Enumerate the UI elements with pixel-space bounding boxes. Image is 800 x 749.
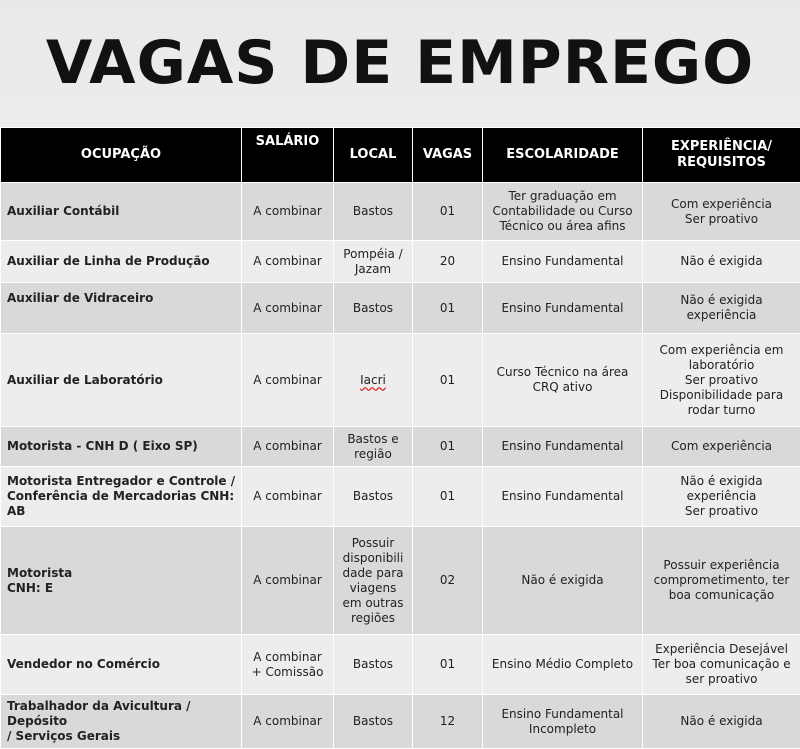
local-text: disponibili [339, 551, 407, 566]
escolaridade-text: Ensino Fundamental [488, 489, 637, 504]
cell-experiencia [643, 467, 800, 527]
experiencia-text: Não é exigida [648, 474, 795, 489]
local-text: viagens [339, 581, 407, 596]
table-row [1, 467, 800, 527]
experiencia-text: Ser proativo [648, 504, 795, 519]
experiencia-text: Ter boa comunicação e [648, 657, 795, 672]
ocupacao-text: CNH: E [7, 581, 236, 596]
cell-escolaridade [483, 283, 643, 334]
salario-text: A combinar [247, 650, 328, 665]
cell-ocupacao [1, 334, 242, 427]
vagas-text: 02 [418, 573, 477, 588]
salario-text: A combinar [247, 254, 328, 269]
cell-vagas [413, 427, 483, 467]
cell-salario [242, 695, 334, 749]
salario-text: A combinar [247, 204, 328, 219]
cell-local [334, 427, 413, 467]
table-header-row [1, 128, 800, 183]
vagas-text: 01 [418, 301, 477, 316]
experiencia-text: Com experiência em [648, 343, 795, 358]
cell-experiencia [643, 527, 800, 635]
salario-text: A combinar [247, 439, 328, 454]
cell-local [334, 527, 413, 635]
ocupacao-text: Motorista [7, 566, 236, 581]
ocupacao-text: Trabalhador da Avicultura / Depósito [7, 699, 236, 729]
experiencia-text: Não é exigida [648, 293, 795, 308]
experiencia-text: experiência [648, 489, 795, 504]
ocupacao-text: Conferência de Mercadorias CNH: AB [7, 489, 236, 519]
salario-text: A combinar [247, 373, 328, 388]
cell-local [334, 334, 413, 427]
vagas-text: 01 [418, 373, 477, 388]
cell-escolaridade [483, 183, 643, 241]
cell-vagas [413, 635, 483, 695]
cell-salario [242, 334, 334, 427]
page-title: VAGAS DE EMPREGO [0, 0, 800, 126]
vagas-text: 01 [418, 657, 477, 672]
cell-salario [242, 527, 334, 635]
experiencia-text: rodar turno [648, 403, 795, 418]
salario-text: A combinar [247, 714, 328, 729]
table-row [1, 183, 800, 241]
escolaridade-text: Ensino Médio Completo [488, 657, 637, 672]
cell-escolaridade [483, 527, 643, 635]
ocupacao-text: Auxiliar de Laboratório [7, 373, 236, 388]
local-text: região [339, 447, 407, 462]
header-experiencia [643, 128, 800, 183]
table-row [1, 427, 800, 467]
local-text: dade para [339, 566, 407, 581]
cell-experiencia [643, 427, 800, 467]
local-text: regiões [339, 611, 407, 626]
cell-local [334, 635, 413, 695]
vagas-text: 12 [418, 714, 477, 729]
ocupacao-text: Auxiliar de Linha de Produção [7, 254, 236, 269]
header-experiencia-line2: REQUISITOS [647, 155, 796, 171]
local-text: Iacri [339, 373, 407, 388]
cell-experiencia [643, 183, 800, 241]
experiencia-text: Não é exigida [648, 254, 795, 269]
cell-local [334, 283, 413, 334]
cell-ocupacao [1, 467, 242, 527]
cell-vagas [413, 467, 483, 527]
salario-text: + Comissão [247, 665, 328, 680]
cell-ocupacao [1, 283, 242, 334]
header-salario: SALÁRIO [242, 128, 334, 183]
local-text: Pompéia / [339, 247, 407, 262]
cell-vagas [413, 283, 483, 334]
ocupacao-text: Auxiliar Contábil [7, 204, 236, 219]
cell-salario [242, 283, 334, 334]
ocupacao-text: Motorista - CNH D ( Eixo SP) [7, 439, 236, 454]
cell-vagas [413, 334, 483, 427]
vagas-text: 20 [418, 254, 477, 269]
escolaridade-text: Ensino Fundamental [488, 707, 637, 722]
header-experiencia-line1: EXPERIÊNCIA/ [647, 139, 796, 155]
local-text: Possuir [339, 536, 407, 551]
vagas-text: 01 [418, 489, 477, 504]
table-row [1, 334, 800, 427]
cell-salario [242, 241, 334, 283]
table-row [1, 695, 800, 749]
cell-escolaridade [483, 427, 643, 467]
experiencia-text: Com experiência [648, 439, 795, 454]
ocupacao-text: Auxiliar de Vidraceiro [7, 291, 236, 306]
cell-salario [242, 427, 334, 467]
experiencia-text: Ser proativo [648, 212, 795, 227]
cell-escolaridade [483, 241, 643, 283]
header-ocupacao: OCUPAÇÃO [1, 128, 242, 183]
cell-vagas [413, 695, 483, 749]
experiencia-text: laboratório [648, 358, 795, 373]
cell-local [334, 695, 413, 749]
experiencia-text: Não é exigida [648, 714, 795, 729]
cell-experiencia [643, 695, 800, 749]
cell-vagas [413, 241, 483, 283]
escolaridade-text: CRQ ativo [488, 380, 637, 395]
experiencia-text: Disponibilidade para [648, 388, 795, 403]
cell-local [334, 241, 413, 283]
cell-ocupacao [1, 527, 242, 635]
experiencia-text: experiência [648, 308, 795, 323]
table-row [1, 283, 800, 334]
cell-experiencia [643, 334, 800, 427]
escolaridade-text: Ensino Fundamental [488, 254, 637, 269]
cell-ocupacao [1, 241, 242, 283]
escolaridade-text: Contabilidade ou Curso [488, 204, 637, 219]
local-text: Bastos [339, 489, 407, 504]
escolaridade-text: Técnico ou área afins [488, 219, 637, 234]
cell-salario [242, 635, 334, 695]
escolaridade-text: Incompleto [488, 722, 637, 737]
ocupacao-text: / Serviços Gerais [7, 729, 236, 744]
local-text: Bastos [339, 714, 407, 729]
header-local: LOCAL [334, 128, 413, 183]
experiencia-text: Com experiência [648, 197, 795, 212]
cell-salario [242, 467, 334, 527]
cell-escolaridade [483, 334, 643, 427]
cell-experiencia [643, 635, 800, 695]
cell-ocupacao [1, 635, 242, 695]
table-row [1, 527, 800, 635]
cell-escolaridade [483, 695, 643, 749]
cell-ocupacao [1, 695, 242, 749]
local-text: Bastos [339, 657, 407, 672]
cell-vagas [413, 183, 483, 241]
vagas-text: 01 [418, 204, 477, 219]
escolaridade-text: Ensino Fundamental [488, 301, 637, 316]
cell-experiencia [643, 283, 800, 334]
salario-text: A combinar [247, 489, 328, 504]
header-escolaridade: ESCOLARIDADE [483, 128, 643, 183]
local-text: Bastos [339, 204, 407, 219]
salario-text: A combinar [247, 573, 328, 588]
table-row [1, 635, 800, 695]
local-text: Bastos e [339, 432, 407, 447]
cell-ocupacao [1, 427, 242, 467]
cell-ocupacao [1, 183, 242, 241]
cell-experiencia [643, 241, 800, 283]
cell-salario [242, 183, 334, 241]
cell-escolaridade [483, 467, 643, 527]
cell-escolaridade [483, 635, 643, 695]
experiencia-text: ser proativo [648, 672, 795, 687]
header-vagas: VAGAS [413, 128, 483, 183]
vagas-text: 01 [418, 439, 477, 454]
cell-vagas [413, 527, 483, 635]
experiencia-text: Possuir experiência [648, 558, 795, 573]
experiencia-text: Experiência Desejável [648, 642, 795, 657]
escolaridade-text: Não é exigida [488, 573, 637, 588]
ocupacao-text: Vendedor no Comércio [7, 657, 236, 672]
escolaridade-text: Curso Técnico na área [488, 365, 637, 380]
local-text: Bastos [339, 301, 407, 316]
escolaridade-text: Ensino Fundamental [488, 439, 637, 454]
local-text: Jazam [339, 262, 407, 277]
table-row [1, 241, 800, 283]
cell-local [334, 467, 413, 527]
escolaridade-text: Ter graduação em [488, 189, 637, 204]
experiencia-text: Ser proativo [648, 373, 795, 388]
job-listings-table [0, 127, 800, 749]
salario-text: A combinar [247, 301, 328, 316]
experiencia-text: boa comunicação [648, 588, 795, 603]
experiencia-text: comprometimento, ter [648, 573, 795, 588]
local-text: em outras [339, 596, 407, 611]
cell-local [334, 183, 413, 241]
ocupacao-text: Motorista Entregador e Controle / [7, 474, 236, 489]
